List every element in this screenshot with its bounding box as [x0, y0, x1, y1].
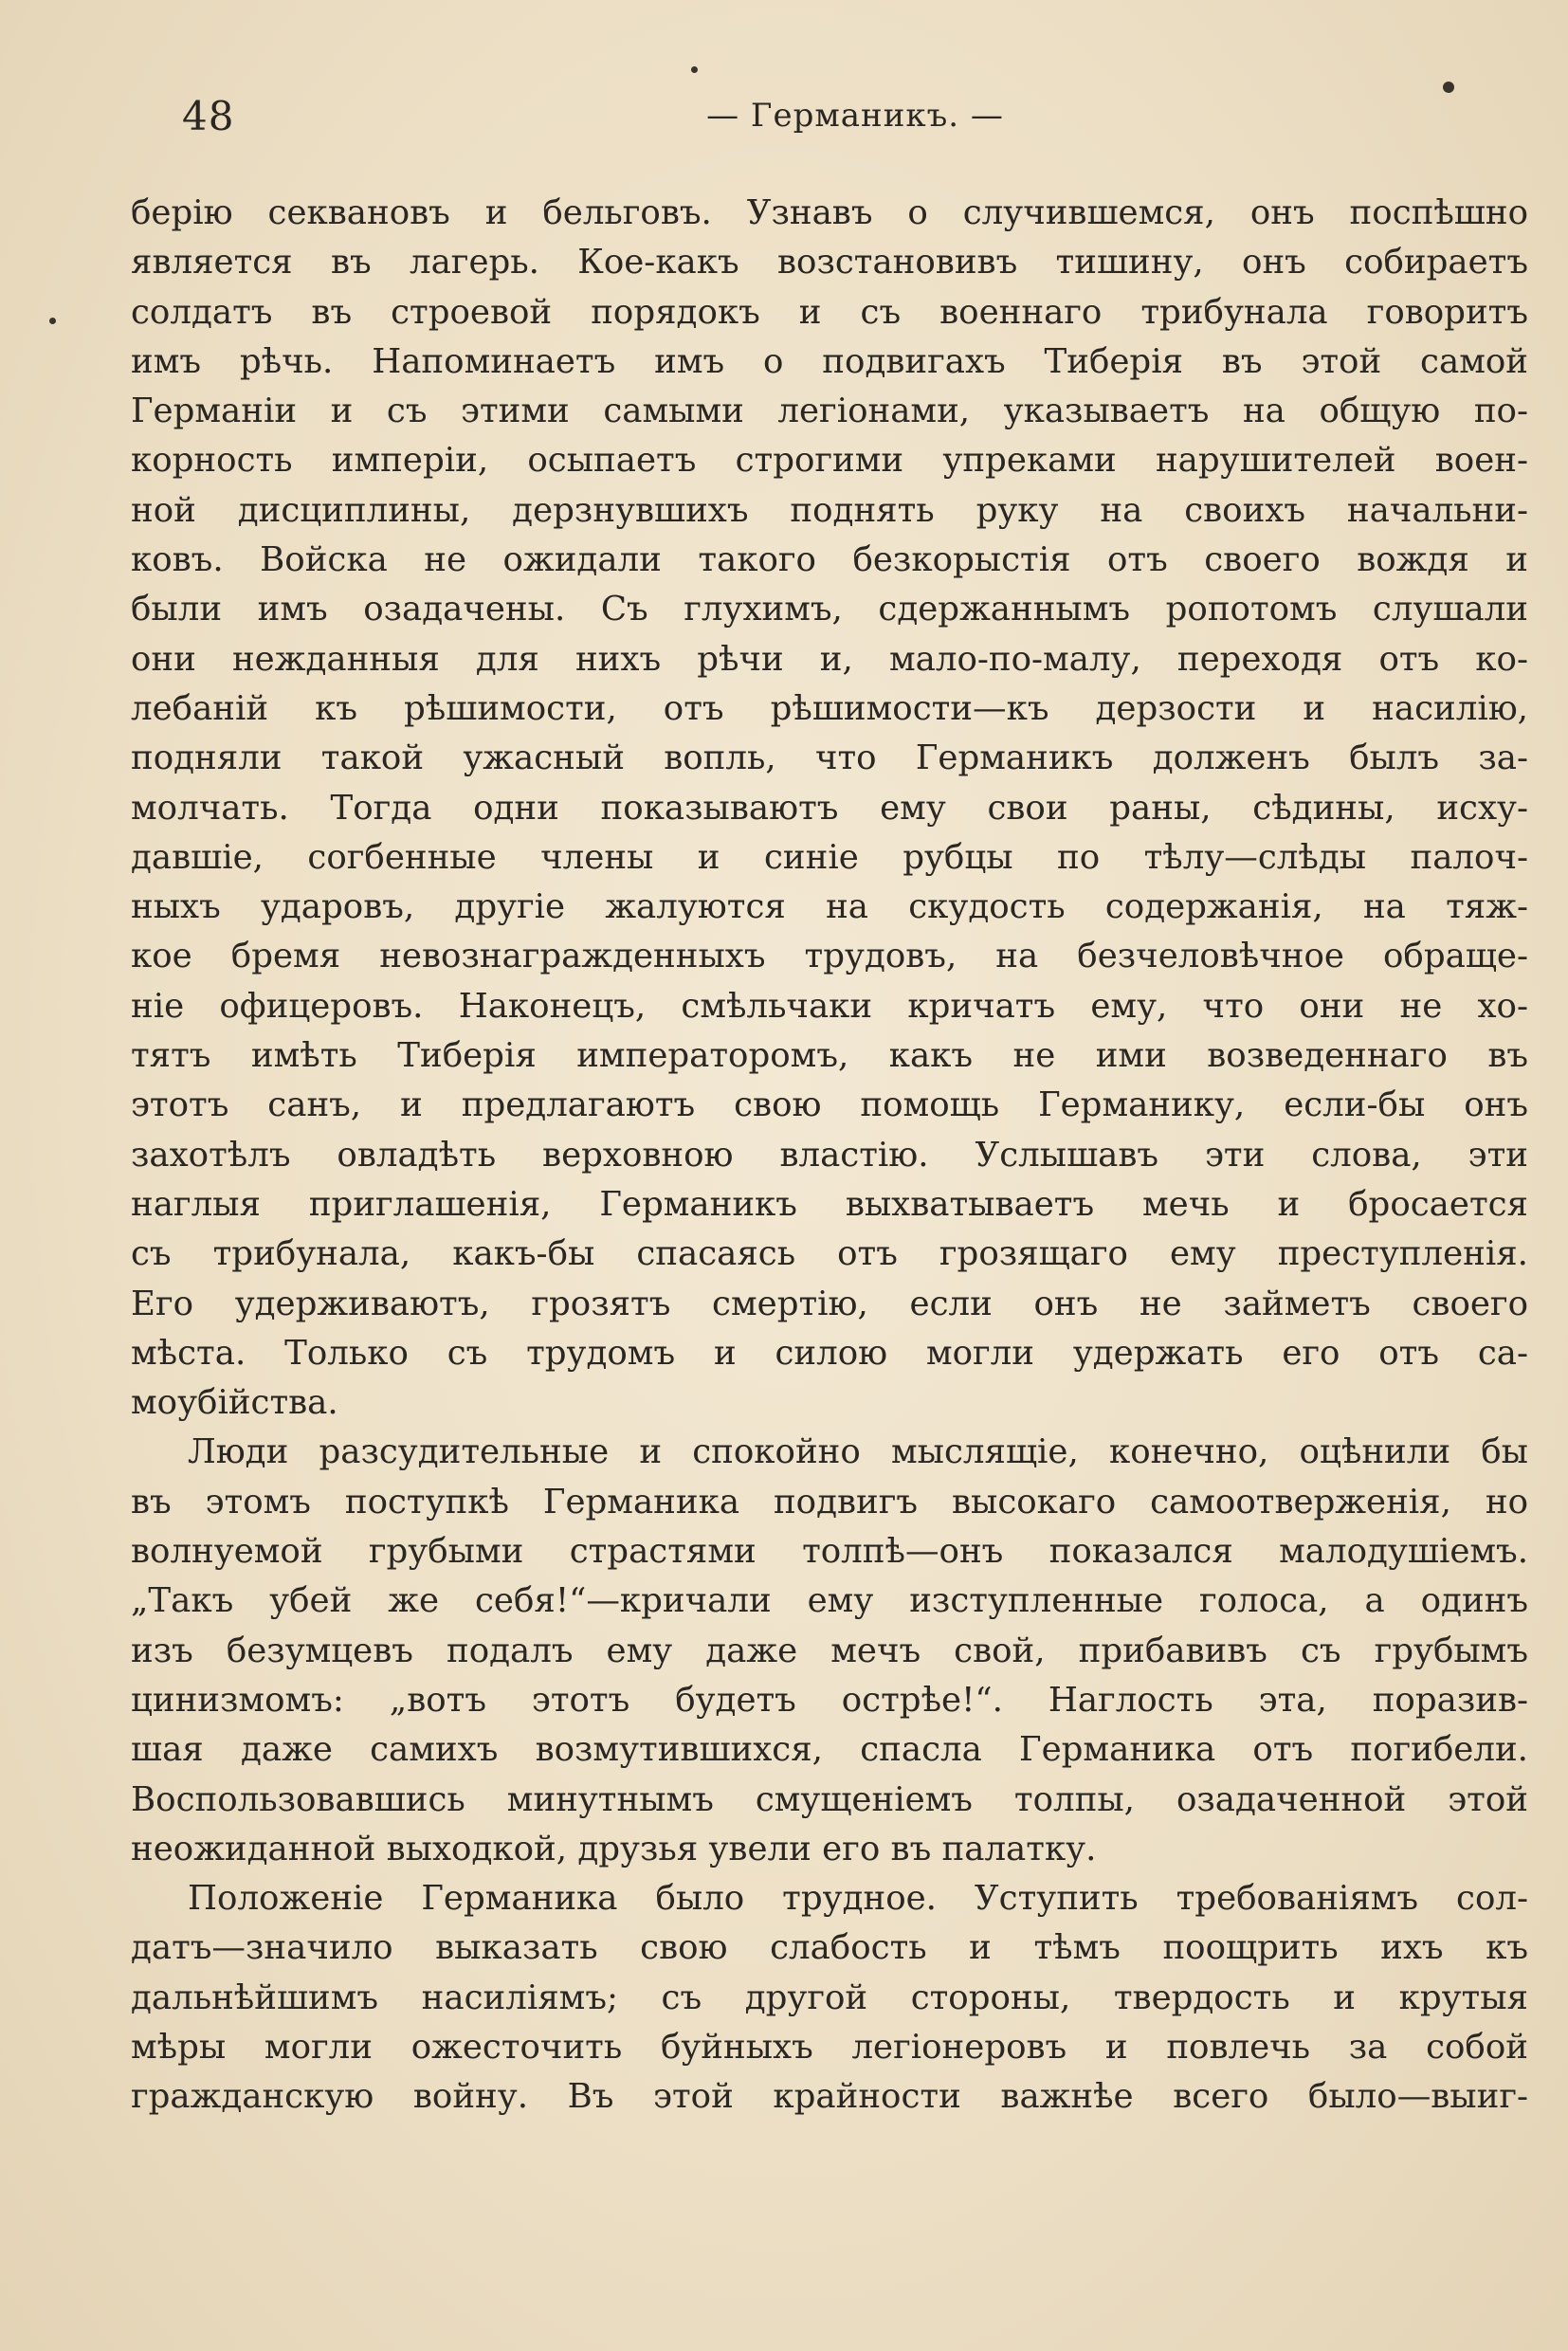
- text-line: мѣста. Только съ трудомъ и силою могли удержать его отъ са-: [131, 1333, 1528, 1373]
- ink-speck-left: [49, 318, 56, 324]
- text-line: ніе офицеровъ. Наконецъ, смѣльчаки кричатъ ему, что они не хо-: [131, 986, 1528, 1026]
- text-line: датъ—значило выказать свою слабость и тѣмъ поощрить ихъ къ: [131, 1928, 1528, 1968]
- text-line: является въ лагерь. Кое-какъ возстановивъ тишину, онъ собираетъ: [131, 243, 1528, 282]
- text-line: давшіе, согбенные члены и синіе рубцы по тѣлу—слѣды палоч-: [131, 837, 1528, 877]
- page-number: 48: [182, 93, 235, 139]
- text-line: волнуемой грубыми страстями толпѣ—онъ показался малодушіемъ.: [131, 1532, 1528, 1572]
- text-line: имъ рѣчь. Напоминаетъ имъ о подвигахъ Тиберія въ этой самой: [131, 341, 1528, 381]
- text-line: Германіи и съ этими самыми легіонами, указываетъ на общую по-: [131, 392, 1528, 431]
- text-line-paragraph-end: неожиданной выходкой, друзья увели его въ палатку.: [131, 1829, 1097, 1868]
- text-line: были имъ озадачены. Съ глухимъ, сдержаннымъ ропотомъ слушали: [131, 590, 1528, 629]
- text-line: подняли такой ужасный вопль, что Германикъ долженъ былъ за-: [131, 738, 1528, 778]
- text-line: цинизмомъ: „вотъ этотъ будетъ острѣе!“. Наглость эта, поразив-: [131, 1680, 1528, 1720]
- text-line: „Такъ убей же себя!“—кричали ему изступленные голоса, а одинъ: [131, 1581, 1528, 1621]
- text-line: ной дисциплины, дерзнувшихъ поднять руку на своихъ начальни-: [131, 490, 1528, 530]
- text-line: корность имперіи, осыпаетъ строгими упреками нарушителей воен-: [131, 441, 1528, 481]
- text-line: Его удерживаютъ, грозятъ смертію, если онъ не займетъ своего: [131, 1284, 1528, 1323]
- text-line-paragraph-start: Положеніе Германика было трудное. Уступить требованіямъ сол-: [188, 1879, 1528, 1919]
- text-line: солдатъ въ строевой порядокъ и съ военнаго трибунала говоритъ: [131, 292, 1528, 332]
- text-line: тятъ имѣть Тиберія императоромъ, какъ не ими возведеннаго въ: [131, 1036, 1528, 1076]
- text-line: съ трибунала, какъ-бы спасаясь отъ грозящаго ему преступленія.: [131, 1234, 1528, 1274]
- body-text: [131, 189, 1528, 2123]
- text-line: ковъ. Войска не ожидали такого безкорыстія отъ своего вождя и: [131, 540, 1528, 580]
- text-line: гражданскую войну. Въ этой крайности важнѣе всего было—выиг-: [131, 2077, 1528, 2117]
- text-line: берію секвановъ и бельговъ. Узнавъ о случившемся, онъ поспѣшно: [131, 193, 1528, 232]
- page-header: [182, 93, 1528, 150]
- text-line: лебаній къ рѣшимости, отъ рѣшимости—къ дерзости и насилію,: [131, 688, 1528, 728]
- ink-speck-top: [691, 66, 698, 73]
- text-line: шая даже самихъ возмутившихся, спасла Германика отъ погибели.: [131, 1730, 1528, 1770]
- text-line: они нежданныя для нихъ рѣчи и, мало-по-малу, переходя отъ ко-: [131, 639, 1528, 679]
- text-line: молчать. Тогда одни показываютъ ему свои раны, сѣдины, исху-: [131, 788, 1528, 828]
- text-line-paragraph-start: Люди разсудительные и спокойно мыслящіе, конечно, оцѣнили бы: [188, 1432, 1528, 1472]
- text-line: кое бремя невознагражденныхъ трудовъ, на безчеловѣчное обраще-: [131, 937, 1528, 976]
- text-line: захотѣлъ овладѣть верховною властію. Услышавъ эти слова, эти: [131, 1135, 1528, 1175]
- text-line: въ этомъ поступкѣ Германика подвигъ высокаго самоотверженія, но: [131, 1482, 1528, 1522]
- text-line: изъ безумцевъ подалъ ему даже мечъ свой, прибавивъ съ грубымъ: [131, 1631, 1528, 1670]
- text-line: дальнѣйшимъ насиліямъ; съ другой стороны, твердость и крутыя: [131, 1977, 1528, 2017]
- text-line-paragraph-end: моубійства.: [131, 1383, 338, 1423]
- text-line: ныхъ ударовъ, другіе жалуются на скудость содержанія, на тяж-: [131, 887, 1528, 927]
- running-title: — Германикъ. —: [706, 97, 1004, 135]
- text-line: наглыя приглашенія, Германикъ выхватываетъ мечь и бросается: [131, 1184, 1528, 1224]
- text-line: Воспользовавшись минутнымъ смущеніемъ толпы, озадаченной этой: [131, 1779, 1528, 1819]
- text-line: мѣры могли ожесточить буйныхъ легіонеровъ и повлечь за собой: [131, 2027, 1528, 2067]
- ink-speck-top-right: [1443, 82, 1454, 93]
- text-line: этотъ санъ, и предлагаютъ свою помощь Германику, если-бы онъ: [131, 1085, 1528, 1125]
